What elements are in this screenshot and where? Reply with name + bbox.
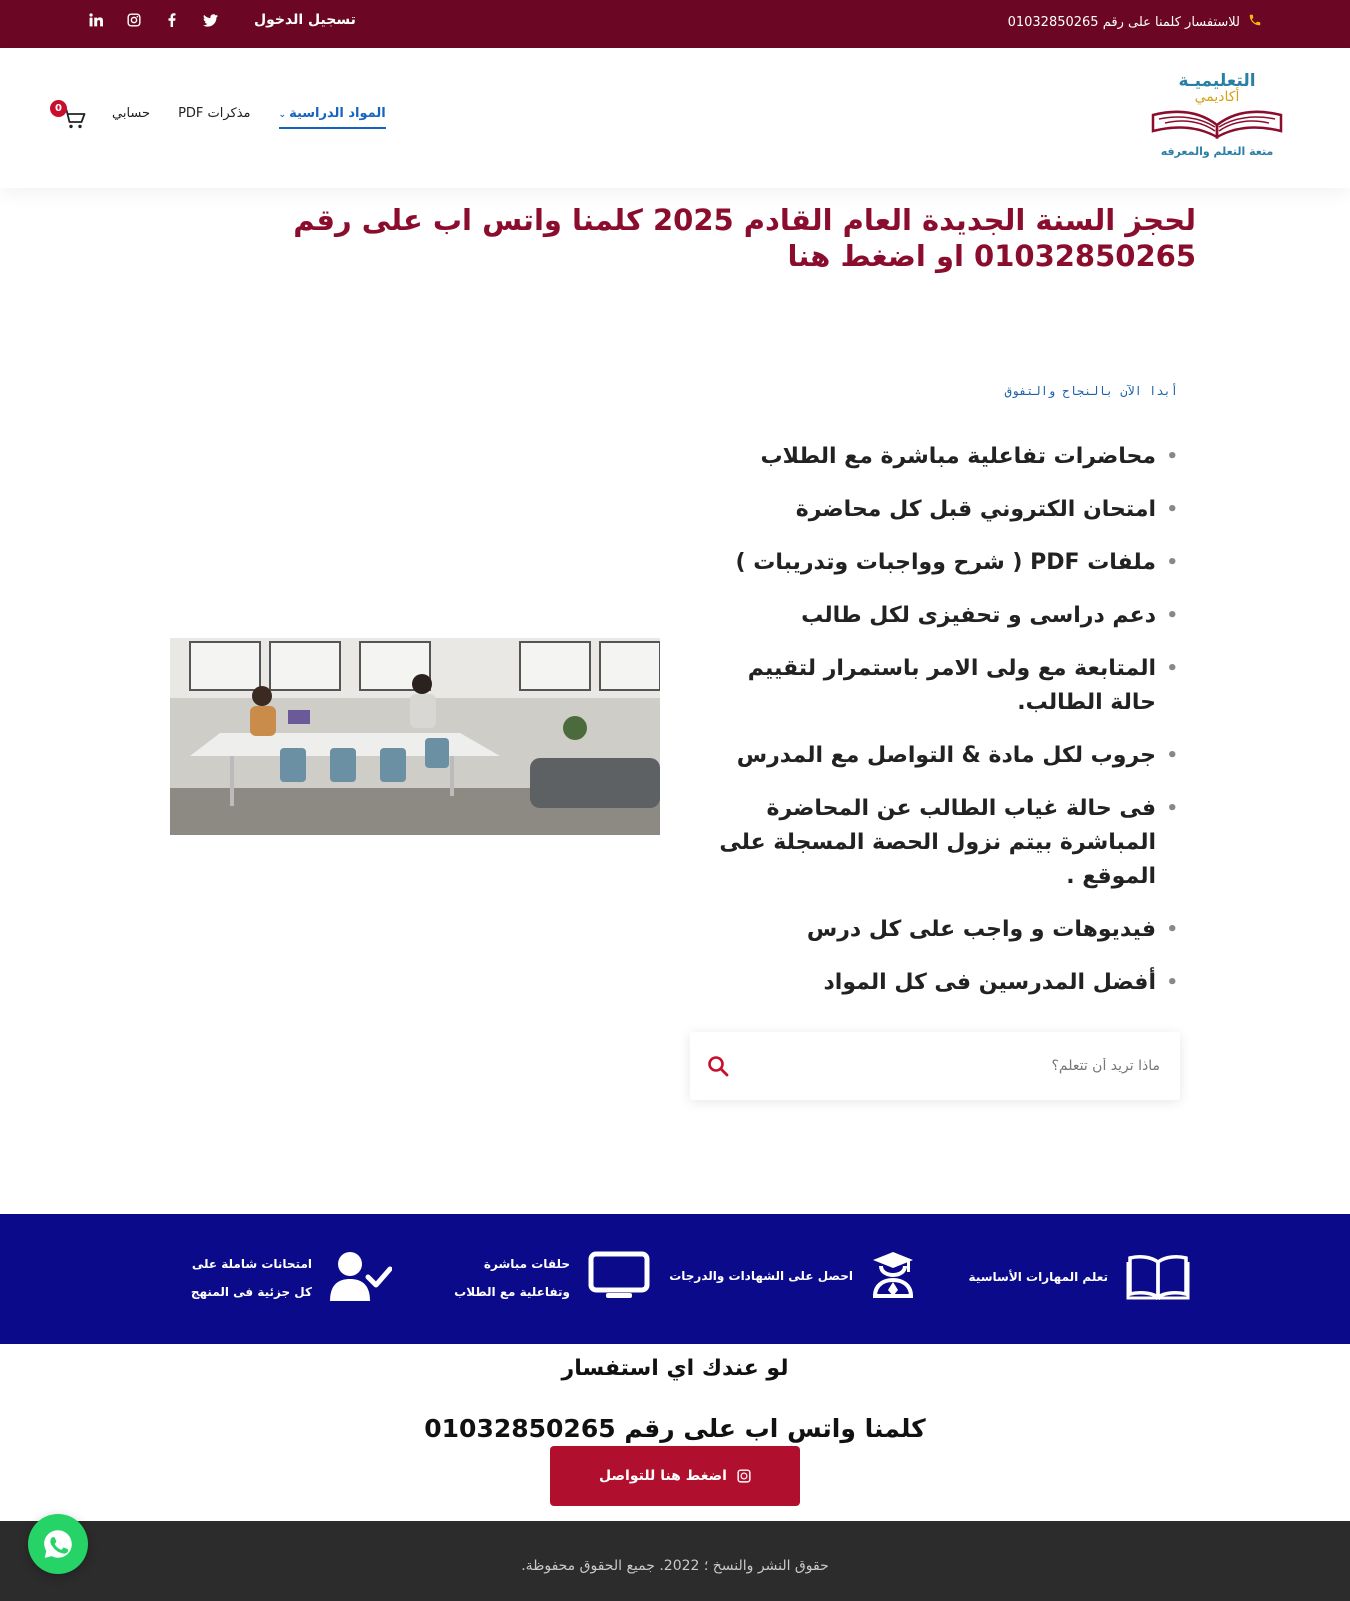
benefit-live-sessions <box>430 1250 650 1306</box>
nav-item-my-account[interactable]: حسابي <box>112 106 151 121</box>
benefits-band <box>0 1214 1350 1344</box>
course-search <box>690 1032 1180 1100</box>
site-footer <box>0 1521 1350 1601</box>
contact-phone <box>1008 13 1262 31</box>
phone-icon <box>1248 13 1262 31</box>
linkedin-icon[interactable] <box>88 12 104 28</box>
benefit-certificates <box>669 1250 915 1302</box>
chevron-down-icon: ⌄ <box>278 110 287 120</box>
whatsapp-icon <box>41 1527 75 1561</box>
contact-phone-line: كلمنا واتس اب على رقم 01032850265 <box>424 1414 926 1443</box>
phone-text: للاستفسار كلمنا على رقم 01032850265 <box>1007 14 1240 30</box>
list-item: • محاضرات تفاعلية مباشرة مع الطلاب <box>698 440 1178 474</box>
site-header <box>0 48 1350 188</box>
benefit-text: تعلم المهارات الأساسية <box>968 1270 1108 1284</box>
main-nav <box>112 106 386 129</box>
twitter-icon[interactable] <box>202 12 218 28</box>
list-item: • امتحان الكتروني قبل كل محاضرة <box>698 493 1178 527</box>
benefit-text: امتحانات شاملة على كل جزئية فى المنهج <box>190 1257 312 1299</box>
list-item: • دعم دراسى و تحفيزى لكل طالب <box>698 599 1178 633</box>
search-input[interactable] <box>760 1050 1160 1082</box>
list-item: • جروب لكل مادة & التواصل مع المدرس <box>698 739 1178 773</box>
booking-headline[interactable]: لحجز السنة الجديدة العام القادم 2025 كلمنا واتس اب على رقم 01032850265 او اضغط هنا <box>293 203 1196 273</box>
logo-line-2: أكاديمي <box>1194 89 1240 105</box>
instagram-icon[interactable] <box>126 12 142 28</box>
list-item: • المتابعة مع ولى الامر باستمرار لتقييم حالة الطالب. <box>698 652 1178 720</box>
logo-tagline: متعة التعلم والمعرفه <box>1160 145 1274 158</box>
book-logo-icon <box>1147 105 1287 139</box>
whatsapp-icon <box>737 1469 751 1483</box>
list-item: • فيديوهات و واجب على كل درس <box>698 913 1178 947</box>
list-item: • أفضل المدرسين فى كل المواد <box>698 966 1178 1000</box>
top-bar <box>0 0 1350 48</box>
whatsapp-float-button[interactable] <box>28 1514 88 1574</box>
user-check-icon <box>330 1251 392 1305</box>
cart-count-badge: 0 <box>50 100 67 117</box>
contact-button[interactable] <box>550 1446 800 1506</box>
copyright-text: حقوق النشر والنسخ ؛ 2022. جميع الحقوق محفوظة. <box>521 1558 829 1574</box>
benefit-text: احصل على الشهادات والدرجات <box>669 1269 853 1283</box>
benefit-basic-skills <box>969 1250 1190 1304</box>
cart-button[interactable] <box>50 100 86 130</box>
benefit-comprehensive-exams <box>182 1250 392 1306</box>
search-icon[interactable] <box>706 1054 730 1078</box>
benefit-text: حلقات مباشرة وتفاعلية مع الطلاب <box>454 1257 570 1299</box>
logo-line-1: التعليميـة <box>1178 71 1256 91</box>
contact-button-label: اضغط هنا للتواصل <box>599 1468 727 1484</box>
book-icon <box>1126 1250 1190 1304</box>
nav-item-subjects-label: المواد الدراسية <box>289 106 386 121</box>
students-photo <box>170 638 660 835</box>
login-link[interactable]: تسجيل الدخول <box>254 12 356 28</box>
list-item: • ملفات PDF ( شرح وواجبات وتدريبات ) <box>698 546 1178 580</box>
monitor-icon <box>588 1251 650 1305</box>
section-tagline: أبدا الآن بالنجاح والتفوق <box>1004 384 1178 398</box>
facebook-icon[interactable] <box>164 12 180 28</box>
nav-item-pdf-notes[interactable]: مذكرات PDF <box>178 106 251 121</box>
graduate-icon <box>871 1250 915 1302</box>
contact-heading: لو عندك اي استفسار <box>561 1356 789 1381</box>
list-item: • فى حالة غياب الطالب عن المحاضرة المباشرة بيتم نزول الحصة المسجلة على الموقع . <box>698 792 1178 894</box>
features-list <box>698 440 1178 1019</box>
nav-item-subjects[interactable] <box>279 106 386 129</box>
site-logo[interactable] <box>1142 72 1292 168</box>
